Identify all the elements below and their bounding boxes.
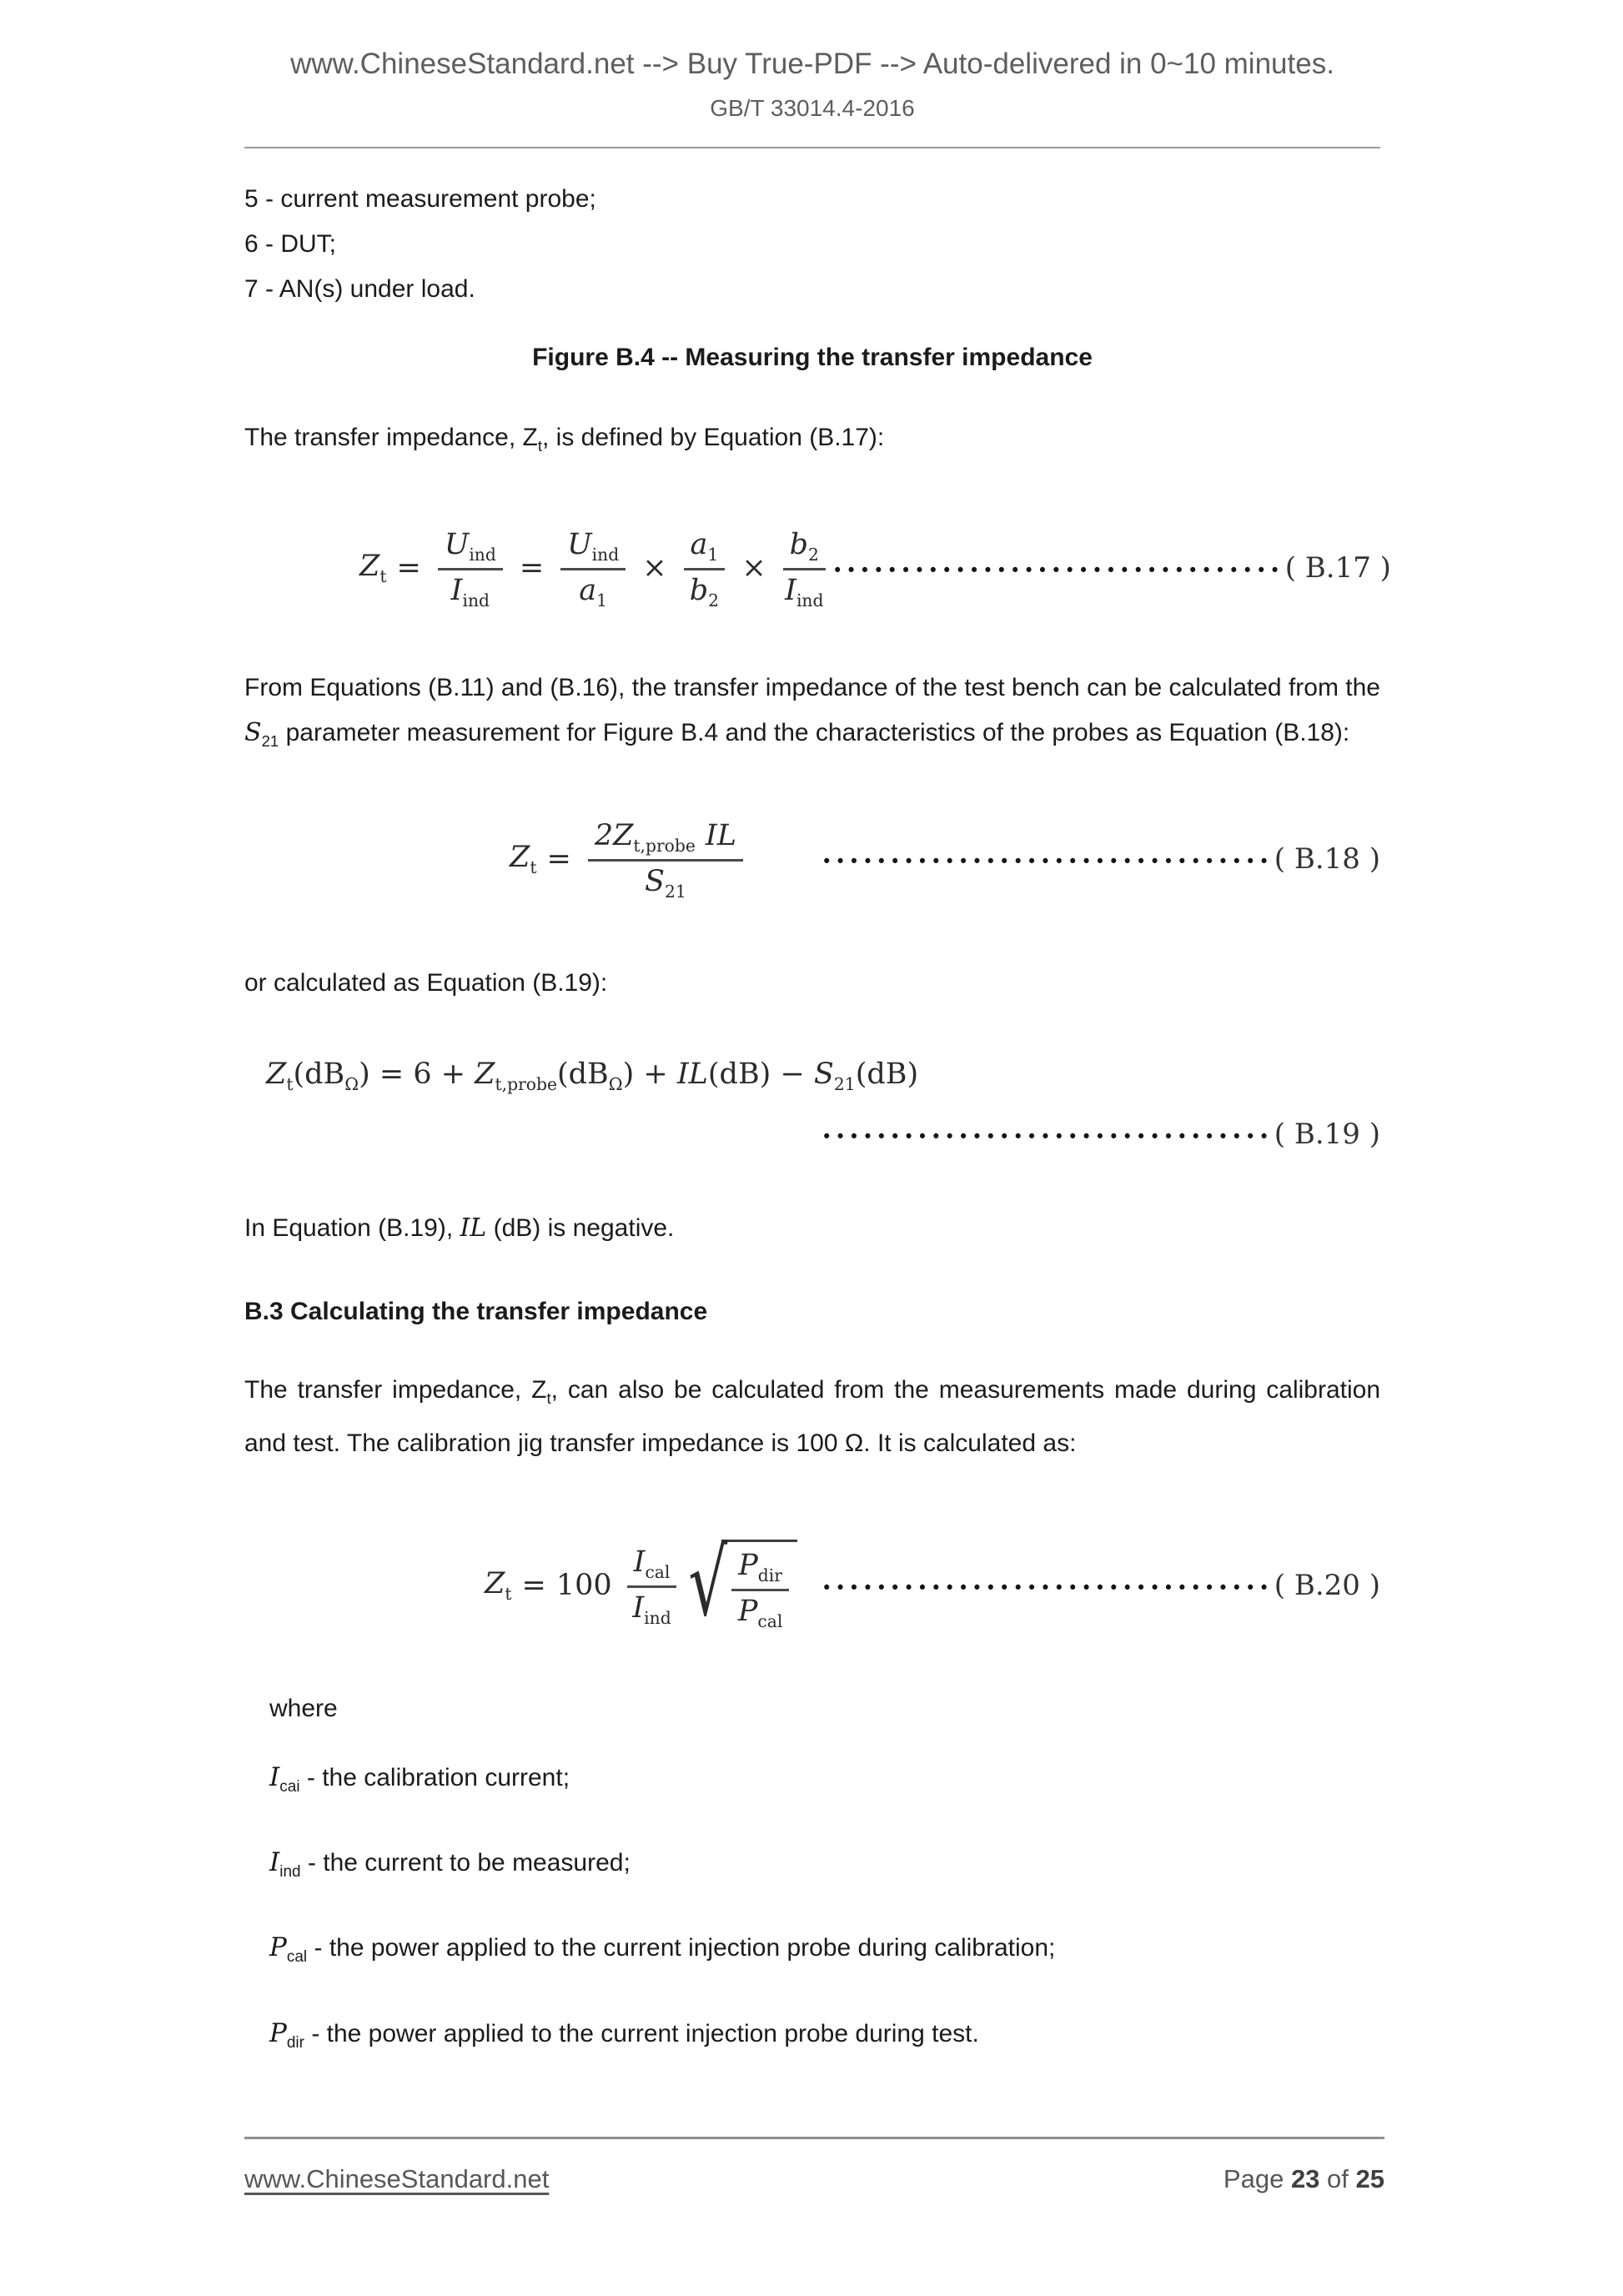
equation-b20 xyxy=(244,1515,1380,1656)
equation-leader xyxy=(822,842,1380,876)
math-term: ) + xyxy=(622,1058,677,1091)
definition-symbol: $P_{dir}$ xyxy=(269,2017,304,2052)
paragraph-eq17-intro xyxy=(244,415,1380,469)
math-term: $Z_t$ xyxy=(510,841,537,877)
paragraph-text: (dB) is negative. xyxy=(486,1214,675,1242)
math-term: $Z_t$ xyxy=(485,1567,512,1604)
fraction: $\frac{U_{ind}}{I_{ind}}$ xyxy=(438,526,503,610)
leader-dots: ••••••••••••••••••••••••••••••••• xyxy=(822,1577,1273,1598)
equation-b19 xyxy=(244,1058,1380,1094)
paragraph-eq19-intro: or calculated as Equation (B.19): xyxy=(244,969,608,997)
page-label: Page xyxy=(1223,2164,1291,2193)
math-term: $Z_{t,probe}$ xyxy=(475,1058,557,1094)
equation-leader xyxy=(822,1569,1380,1602)
header-rule xyxy=(244,147,1380,148)
math-term: IL xyxy=(676,1058,708,1091)
paragraph-text: The transfer impedance, Z xyxy=(244,1376,547,1404)
equation-b18 xyxy=(244,801,1380,917)
paragraph-il-note xyxy=(244,1206,1380,1251)
definition-symbol: $I_{ind}$ xyxy=(269,1847,301,1882)
definition-item xyxy=(244,2012,1380,2064)
equation-number-b18: ( B.18 ) xyxy=(1274,842,1380,876)
footer-rule xyxy=(244,2137,1384,2139)
multiplication-sign: × xyxy=(741,551,766,585)
legend-item: 6 - DUT; xyxy=(244,230,337,258)
equation-leader xyxy=(832,551,1391,585)
subscript: 21 xyxy=(261,732,279,750)
equation-b17 xyxy=(244,514,1391,622)
equation-b19-number-row xyxy=(244,1118,1380,1151)
math-term: ) = 6 + xyxy=(359,1058,475,1091)
definition-item xyxy=(244,1841,1380,1893)
definition-symbol: $P_{cal}$ xyxy=(269,1932,308,1967)
equals-sign: = xyxy=(521,1569,546,1602)
page-total: 25 xyxy=(1355,2164,1384,2193)
paragraph-eq18-intro xyxy=(244,666,1380,764)
equation-number-b20: ( B.20 ) xyxy=(1274,1569,1380,1602)
footer-site-link[interactable]: www.ChineseStandard.net xyxy=(244,2164,550,2193)
definition-text: - the calibration current; xyxy=(299,1764,570,1791)
figure-caption: Figure B.4 -- Measuring the transfer impedance xyxy=(532,344,1093,371)
page-indicator xyxy=(1224,2164,1384,2194)
equation-number-b17: ( B.17 ) xyxy=(1284,551,1391,585)
subscript: t xyxy=(546,1389,551,1407)
definition-text: - the power applied to the current injection probe during test. xyxy=(304,2019,979,2047)
paragraph-text: The transfer impedance, Z xyxy=(244,424,538,451)
radicand xyxy=(721,1540,797,1631)
math-term: S xyxy=(244,718,262,747)
paragraph-text: parameter measurement for Figure B.4 and the characteristics of the probes as Equation (B.18): xyxy=(279,719,1350,746)
leader-dots: ••••••••••••••••••••••••••••••••• xyxy=(822,1126,1273,1147)
equation-number-b19: ( B.19 ) xyxy=(1274,1118,1380,1151)
legend-list xyxy=(244,177,1380,312)
equals-sign: = xyxy=(546,842,571,876)
definition-text: - the current to be measured; xyxy=(300,1849,631,1877)
paragraph-text: , is defined by Equation (B.17): xyxy=(542,424,885,451)
paragraph-text: , can also be calculated from the measurements made during calibration and test. The calibration jig transfer impedance is 100 Ω. It is calculated as: xyxy=(244,1376,1381,1457)
equals-sign: = xyxy=(396,551,421,585)
where-label: where xyxy=(269,1695,338,1722)
page-footer xyxy=(244,2137,1384,2194)
equals-sign: = xyxy=(519,551,545,585)
fraction: $\frac{a_1}{b_2}$ xyxy=(684,526,726,610)
doc-number: GB/T 33014.4-2016 xyxy=(710,95,915,121)
section-heading-b3: B.3 Calculating the transfer impedance xyxy=(244,1298,708,1325)
definition-text: - the power applied to the current injection probe during calibration; xyxy=(307,1934,1056,1962)
paragraph-text: In Equation (B.19), xyxy=(244,1214,460,1242)
multiplication-sign: × xyxy=(642,551,667,585)
fraction: $\frac{I_{cal}}{I_{ind}}$ xyxy=(627,1544,677,1628)
fraction: $\frac{U_{ind}}{a_1}$ xyxy=(560,526,626,610)
square-root-symbol: √ xyxy=(688,1530,728,1637)
fraction: $\frac{b_2}{I_{ind}}$ xyxy=(783,526,826,610)
math-term: ($dB_\Omega$ xyxy=(556,1058,623,1094)
math-term: IL xyxy=(460,1213,487,1243)
legend-item: 5 - current measurement probe; xyxy=(244,185,596,213)
math-term: 100 xyxy=(555,1569,612,1602)
math-term: (dB) − xyxy=(707,1058,814,1091)
paragraph-text: From Equations (B.11) and (B.16), the transfer impedance of the test bench can be calculated from the xyxy=(244,674,1380,701)
leader-dots: ••••••••••••••••••••••••••••••••• xyxy=(832,560,1284,580)
paragraph-eq20-intro xyxy=(244,1368,1380,1466)
page-of: of xyxy=(1319,2164,1356,2193)
leader-dots: ••••••••••••••••••••••••••••••••• xyxy=(822,851,1273,872)
fraction: $\frac{2Z_{t,probe} IL}{S_{21}}$ xyxy=(588,817,743,902)
math-term: $S_{21}$ xyxy=(813,1058,856,1094)
footer-row xyxy=(244,2164,1384,2194)
header-banner: www.ChineseStandard.net --> Buy True-PDF --> Auto-delivered in 0~10 minutes. xyxy=(290,48,1334,80)
math-term: $Z_t$ xyxy=(359,550,387,586)
definition-symbol: $I_{cai}$ xyxy=(269,1762,300,1796)
math-term: ($dB_\Omega$ xyxy=(293,1058,359,1094)
definition-item xyxy=(244,1927,1380,1978)
legend-item: 7 - AN(s) under load. xyxy=(244,275,475,303)
definition-item xyxy=(244,1756,1380,1808)
subscript: t xyxy=(537,437,542,455)
square-root xyxy=(688,1530,797,1637)
math-term: (dB) xyxy=(855,1058,919,1091)
fraction: $\frac{P_{dir}}{P_{cal}}$ xyxy=(731,1547,789,1631)
math-term: $Z_t$ xyxy=(266,1058,294,1094)
page-current: 23 xyxy=(1290,2164,1320,2193)
